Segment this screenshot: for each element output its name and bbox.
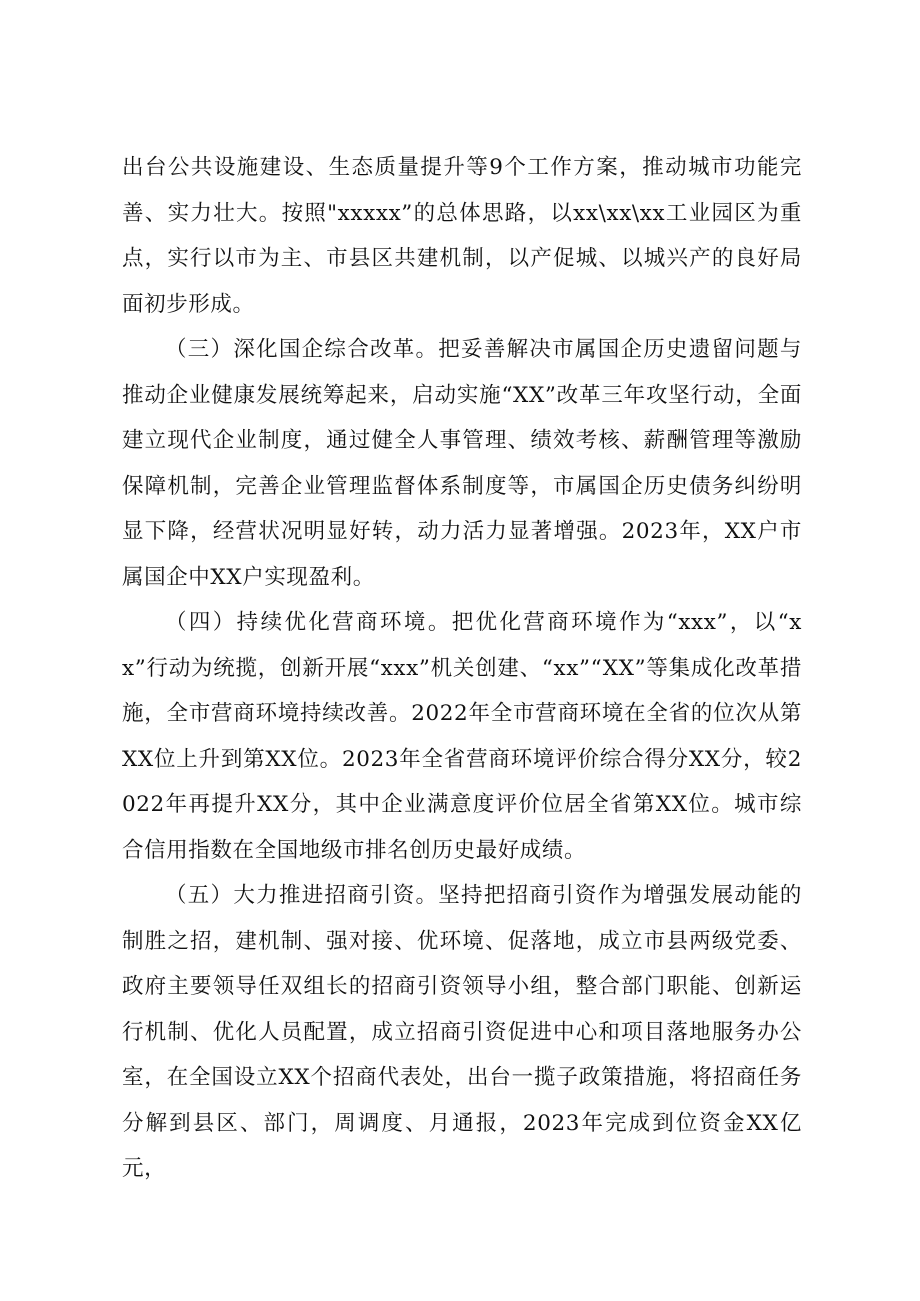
- paragraph-section-4-business-environment: （四）持续优化营商环境。把优化营商环境作为“xxx”，以“xx”行动为统揽，创新开展“xxx”机关创建、“xx”“XX”等集成化改革措施，全市营商环境持续改善。2022年全市营商环境在全省的位次从第XX位上升到第XX位。2023年全省营商环境评价综合得分XX分，较2022年再提升XX分，其中企业满意度评价位居全省第XX位。城市综合信用指数在全国地级市排名创历史最好成绩。: [122, 610, 802, 863]
- paragraph-continuation: 出台公共设施建设、生态质量提升等9个工作方案，推动城市功能完善、实力壮大。按照"xxxxx”的总体思路，以xx\xx\xx工业园区为重点，实行以市为主、市县区共建机制，以产促城、以城兴产的良好局面初步形成。: [122, 155, 802, 317]
- paragraph-section-5-investment-promotion: （五）大力推进招商引资。坚持把招商引资作为增强发展动能的制胜之招，建机制、强对接、优环境、促落地，成立市县两级党委、政府主要领导任双组长的招商引资领导小组，整合部门职能、创新运行机制、优化人员配置，成立招商引资促进中心和项目落地服务办公室，在全国设立XX个招商代表处，出台一揽子政策措施，将招商任务分解到县区、部门，周调度、月通报，2023年完成到位资金XX亿元，: [122, 883, 802, 1181]
- document-page: [122, 145, 802, 1192]
- paragraph-section-3-state-enterprise-reform: （三）深化国企综合改革。把妥善解决市属国企历史遗留问题与推动企业健康发展统筹起来，启动实施“XX”改革三年攻坚行动，全面建立现代企业制度，通过健全人事管理、绩效考核、薪酬管理等激励保障机制，完善企业管理监督体系制度等，市属国企历史债务纠纷明显下降，经营状况明显好转，动力活力显著增强。2023年，XX户市属国企中XX户实现盈利。: [122, 337, 802, 590]
